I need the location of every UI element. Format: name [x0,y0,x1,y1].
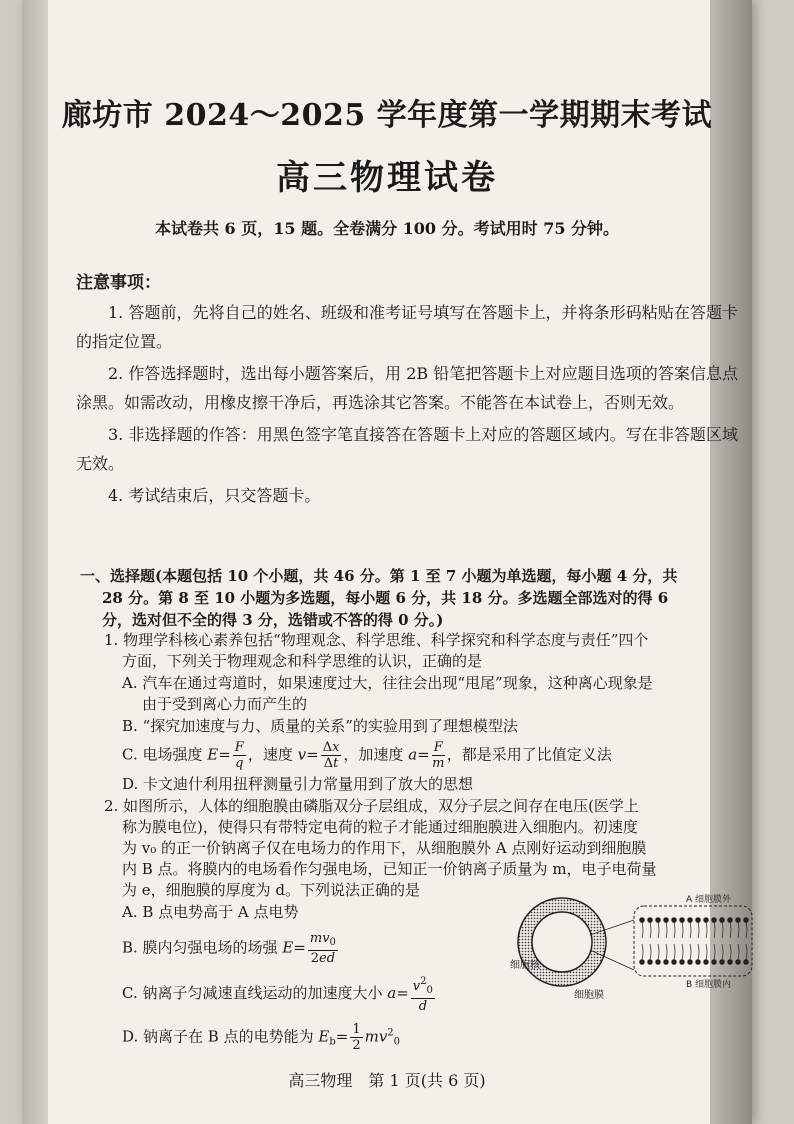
cell-ring [518,898,606,986]
label-nucleus: 细胞核 [510,960,540,971]
cell-membrane-figure [506,890,756,1002]
option-b: B. “探究加速度与力、质量的关系”的实验用到了理想模型法 [122,717,518,735]
bilayer [640,918,749,965]
question-stem: 1. 物理学科核心素养包括“物理观念、科学思维、科学探究和科学态度与责任”四个 方面，下列关于物理观念和科学思维的认识，正确的是 [104,631,649,670]
option-d: D. 卡文迪什利用扭秤测量引力常量用到了放大的思想 [122,775,474,793]
exam-title: 廊坊市 2024～2025 学年度第一学期期末考试 [61,98,713,133]
page-footer: 高三物理 第 1 页(共 6 页) [288,1071,486,1090]
question-1 [104,630,744,795]
option-d: D. 钠离子在 B 点的电势能为 $E_b=$ $\frac{1}{2}$ $mv^2_0$ [122,1022,401,1053]
section-1-header: 一、选择题(本题包括 10 个小题，共 46 分。第 1 至 7 小题为单选题，每小题 4 分，共 28 分。第 8 至 10 小题为多选题，每小题 6 分，共 18 分。多选题全部选对的得 6 分，选对但不全的得 3 分，选错或不答的得 0 分。) [80,567,678,629]
option-c: C. 电场强度 E= $\frac{F}{q}$ ，速度 v= $\frac{\Delta x}{\Delta t}$ ，加速度 a= $\frac{F}{m}$ ，都是采用了比值定义法 [122,740,612,771]
option-b: B. 膜内匀强电场的场强 E= $\frac{mv_0}{2ed}$ [122,931,336,966]
notice-heading: 注意事项： [76,273,161,293]
notice-item: 2. 作答选择题时，选出每小题答案后，用 2B 铅笔把答题卡上对应题目选项的答案信息点涂黑。如需改动，用橡皮擦干净后，再选涂其它答案。不能答在本试卷上，否则无效。 [76,364,738,412]
option-c: C. 钠离子匀减速直线运动的加速度大小 a= $\frac{v^2_0}{d}$ [122,976,433,1014]
label-membrane: 细胞膜 [574,990,604,1001]
label-inside: B 细胞膜内 [686,980,732,990]
label-outside: A 细胞膜外 [686,895,732,905]
notice-list [76,298,738,513]
notice-item: 1. 答题前，先将自己的姓名、班级和准考证号填写在答题卡上，并将条形码粘贴在答题卡的指定位置。 [76,303,738,351]
exam-subject-title: 高三物理试卷 [276,158,498,198]
zoom-box [634,906,752,976]
question-stem: 2. 如图所示，人体的细胞膜由磷脂双分子层组成，双分子层之间存在电压(医学上 称为膜电位)，使得只有带特定电荷的粒子才能通过细胞膜进入细胞内。初速度 为 v₀ 的正一价钠离子仅在电场力的作用下，从细胞膜外 A 点刚好运动到细胞膜 内 B 点。将膜内的电场看作匀强电场，已知正一价钠离子质量为 m，电子电荷量 为 e，细胞膜的厚度为 d。下列说法正确的是 [104,797,657,899]
option-a: A. 汽车在通过弯道时，如果速度过大，往往会出现“甩尾”现象，这种离心现象是 由于受到离心力而产生的 [122,674,653,713]
exam-page [22,0,752,1124]
notice-item: 3. 非选择题的作答：用黑色签字笔直接答在答题卡上对应的答题区域内。写在非答题区域无效。 [76,425,738,473]
option-a: A. B 点电势高于 A 点电势 [122,903,299,921]
lipid-tails [642,922,747,960]
exam-info: 本试卷共 6 页，15 题。全卷满分 100 分。考试用时 75 分钟。 [154,219,620,238]
notice-item: 4. 考试结束后，只交答题卡。 [108,486,321,505]
